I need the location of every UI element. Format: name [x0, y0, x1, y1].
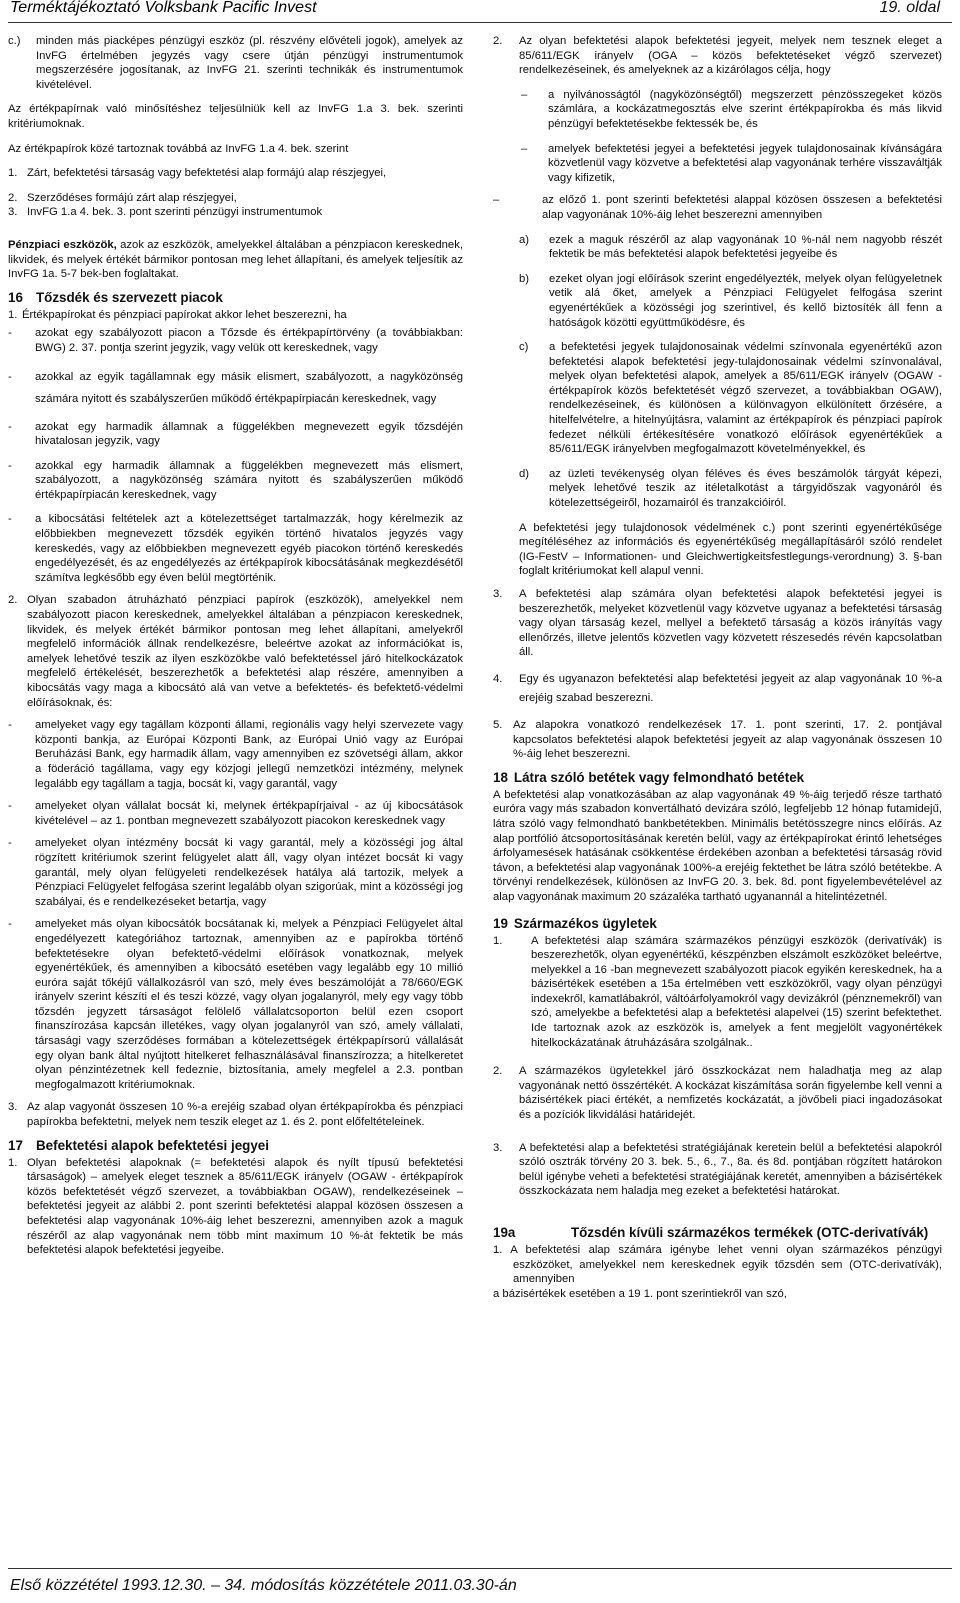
dash-text: amelyeket olyan intézmény bocsát ki vagy garantál, mely a közösségi jog által rögzített kritériumok szerint felügyelet alatt áll, vagy olyan intézet bocsát ki vagy garantál, mely olyan felügyeleti rendelkezések hatálya alá tartozik, melyek a Pénzpiaci Felügyelet felfogása szerint legalább olyan szigorúak, mint a közösségi jog szabályai, és e rendelkezéseket betartja, vagy: [35, 837, 463, 908]
left-column: [8, 34, 463, 1258]
list-item: [493, 934, 942, 1051]
list-text: Az alap vagyonát összesen 10 %-a erejéig szabad olyan értékpapírokba és pénzpiaci papírokba befektetni, melyek nem teszik eleget az 1. és 2. pont előfeltételeinek.: [27, 1101, 463, 1129]
dash-item: [8, 799, 463, 828]
footer-rule: [8, 1568, 952, 1569]
page-header: [0, 0, 960, 22]
list-item: [493, 1064, 942, 1122]
dash-marker: -: [8, 837, 12, 850]
dash-marker: -: [8, 513, 12, 526]
list-text: Egy és ugyanazon befektetési alap befektetési jegyeit az alap vagyonának 10 %-a erejéig szabad beszerezni.: [519, 672, 942, 704]
dash-text: azokat egy harmadik államnak a függelékben megnevezett egyik tőzsdéjén hivatalosan jegyzik, vagy: [35, 420, 463, 448]
dash-marker: -: [8, 327, 12, 340]
term-definition: azok az eszközök, amelyekkel általában a pénzpiacon kereskednek, likvidek, és melyek értékét bármikor pontosan meg lehet állapítani, és amelyek teljesítik az InvFG 1a. 5-7 bek-ben foglaltakat.: [8, 238, 463, 281]
section-title: Származékos ügyletek: [513, 915, 657, 931]
list-number: 2.: [8, 191, 18, 204]
dash-marker: -: [8, 370, 12, 383]
dash-text: amelyek befektetési jegyei a befektetési jegyek tulajdonosainak kívánságára közvetlenül vagy közvetve a befektetési alap vagyonának terhére visszaváltják vagy kifizetik,: [548, 142, 942, 184]
dash-text: azokkal egy harmadik államnak a függelékben megnevezett más elismert, szabályozott, a nagyközönség számára nyitott és szabályszerűen működő értékpapírpiacán kereskednek, vagy: [35, 459, 463, 501]
section-number: 18: [493, 769, 508, 785]
list-number: 1.: [493, 934, 503, 947]
abc-marker: d): [519, 467, 530, 480]
dash-text: az előző 1. pont szerinti befektetési alappal közösen összesen a befektetési alap vagyonának 10%-áig lehet beszerezni amennyiben: [542, 194, 942, 221]
list-item: [8, 1156, 463, 1258]
list-number: 2.: [493, 35, 503, 47]
list-number: 3.: [493, 1141, 503, 1154]
section-number: 19a: [493, 1225, 516, 1240]
dash-marker: –: [521, 88, 528, 101]
list-text: Zárt, befektetési társaság vagy befektetési alap formájú alap részjegyei,: [27, 167, 387, 180]
abc-item: [493, 467, 942, 511]
dash-text: amelyeket más olyan kibocsátók bocsátanak ki, melyek a Pénzpiaci Felügyelet által engedélyezett kategóriához tartoznak, amennyiben az e papírokba történő befektetésekre olyan befektető-védelmi előírások vonatkoznak, melyek egyenértékűek, és amennyiben a kibocsátó esetében vagy legalább egy 10 millió euróra saját tőkéjű vállalkozásról van szó, mely éves beszámolóját a 78/660/EGK irányelv szerint készíti el és teszi közzé, vagy olyan jogalanyról, mely egy vagy több tőzsdén jegyzett társaságot felölelő vállalatcsoporton belül ezen csoport finanszírozása kapcsán illetékes, vagy olyan jogalanyról van szó, amely vállalati, társasági vagy szerződéses formában a kötelezettségek értékpapírsorú vállalását egy olyan bank által nyújtott hitelkeret felhasználásával finanszírozza; a hitelkeretet olyan pénzintézetnek kell fedeznie, biztosítania, amely megfelel a 2.3. pontban megfogalmazott kritériumoknak.: [35, 918, 463, 1091]
dash-marker: –: [521, 142, 528, 155]
dash-marker: -: [8, 420, 12, 433]
list-text: A származékos ügyletekkel járó összkockázat nem haladhatja meg az alap vagyonának nettó összértékét. A kockázat kiszámítása során figyelembe kell venni a bázisértékek piaci értékét, a nemfizetés kockázatát, a jövőbeli piaci ingadozásokat és a pozíciók likvidálási határidejét.: [519, 1065, 942, 1122]
dash-item: [8, 366, 463, 410]
dash-text: amelyeket vagy egy tagállam központi állami, regionális vagy helyi szervezete vagy központi bankja, az Európai Központi Bank, az Európai Unió vagy az Európai Beruházási Bank, egy harmadik állam, vagy amennyiben ez szövetségi állam, akkor a föderáció tagállama, vagy egy közjogi jellegű nemzetközi intézmény, melynek legalább egy tagállam a tagja, bocsát ki, vagy garantál, vagy: [35, 719, 463, 790]
list-item: [493, 670, 942, 708]
abc-text: az üzleti tevékenység olyan féléves és éves beszámolók tárgyát képezi, melyek lehetővé teszik az itéletalkotást a tárgyidőszak vagyonáról és kötelezettségeiről, hozamairól és tranzakcióiról.: [549, 467, 942, 510]
dash-item: [8, 512, 463, 585]
list-text: InvFG 1.a 4. bek. 3. pont szerinti pénzügyi instrumentumok: [27, 206, 323, 219]
section-title: Tőzsdén kívüli származékos termékek (OTC-derivatívák): [571, 1225, 929, 1240]
list-number: 2.: [493, 1065, 503, 1078]
paragraph-18: A befektetési alap vonatkozásában az alap vagyonának 49 %-áig terjedő része tartható euróra vagy más szabadon konvertálható devizára szóló, legfeljebb 12 hónap futamidejű, látra szóló vagy felmondható bankbetétekben. Minimális betétösszegre nincs előírás. Az alap portfólió átcsoportosításának keretén belül, vagy az értékpapírokat érintő lehetséges árfolyamesések hatásának csökkentése érdekében azonban a befektetési társaság rövid távon, a befektetési alap vagyonának 100%-a erejéig fektethet be látra szóló betétekbe. A törvényi rendelkezések, különösen az InvFG 20. 3. bek. 8d. pont figyelembevételével az alap vagyonának maximum 20 százaléka tartható ugyanannál a hitelintézetnél.: [493, 788, 942, 903]
paragraph-penzpiaci: [8, 238, 463, 282]
dash-item: [8, 917, 463, 1092]
list-number: 5.: [493, 718, 503, 731]
dash-marker: -: [8, 918, 12, 931]
item-text: minden más piacképes pénzügyi eszköz (pl. részvény elővételi jogok), amelyek az InvFG értelmében jegyzés vagy csere útján pénzügyi instrumentumok megszerzésére jogosítanak, az InvFG 21. szerinti technikák és instrumentumok kivételével.: [36, 35, 463, 91]
dash-text: azokat egy szabályozott piacon a Tőzsde és értékpapírtörvény (a továbbiakban: BWG) 2. 37. pontja szerint jegyzik, vagy velük ott kereskednek, vagy: [35, 327, 463, 354]
paragraph-koze: Az értékpapírok közé tartoznak továbbá az InvFG 1.a 4. bek. szerint: [8, 142, 349, 155]
list-text: A befektetési alap számára olyan befektetési alapok befektetési jegyei is beszerezhetők, melyeket közvetlenül vagy közvetve ugyanaz a befektetési társaság vagy olyan társaság kezel, mellyel a befektető társaság a közös irányítás vagy ellenőrzés, illetve jelentős közvetlen vagy közvetett részesedés révén kapcsolatban áll.: [519, 588, 942, 659]
paragraph-19a-1: 1. A befektetési alap számára igénybe lehet venni olyan származékos pénzügyi eszközöket, amelyekkel nem kereskednek egyik tőzsdén sem (OTC-derivatívák), amennyiben: [493, 1244, 942, 1286]
list-text: Olyan befektetési alapoknak (= befektetési alapok és nyílt típusú befektetési társaságok) – amelyek eleget tesznek a 85/611/EGK irányelv (OGAW - értékpapírok közös befektetését végző szervezet, a továbbiakban OGAW), rendelkezéseinek – befektetési jegyeit az alábbi 2. pont szerinti befektetési alappal közösen összesen a befektetési alap vagyonának 10%-áig lehet beszerezni, amennyiben azok a maguk részéről az alap vagyonának nem több mint maximum 10 %-át fektetik be más befektetési alapok befektetési jegyeibe.: [27, 1156, 463, 1257]
item-c: [8, 34, 463, 92]
header-rule: [8, 22, 952, 23]
abc-item: [493, 340, 942, 457]
dash-item: [8, 836, 463, 909]
list-number: 1.: [8, 1156, 18, 1169]
dash-item: [8, 420, 463, 449]
abc-text: ezeket olyan jogi előírások szerint engedélyezték, melyek olyan felügyeletnek vetik alá őket, amelyek a Pénzpiaci Felügyelet felfogása szerint egyenértékűek a közösségi jog szerintivel, és kellő biztosíték áll fenn a hatóságok közötti együttműködésre, és: [549, 272, 942, 329]
abc-marker: c): [519, 341, 529, 354]
section-title: Látra szóló betétek vagy felmondható betétek: [513, 769, 805, 785]
list-number: 1.: [8, 167, 18, 180]
dash-marker: –: [493, 194, 500, 207]
dash-item: [8, 326, 463, 355]
list-number: 2.: [8, 594, 18, 607]
abc-item: [493, 272, 942, 330]
list-item: [493, 718, 942, 762]
abc-text: ezek a maguk részéről az alap vagyonának 10 %-nál nem nagyobb részét fektetik be más befektetési alapok befektetési jegyeibe és: [549, 233, 942, 261]
dash-item: [493, 193, 942, 222]
list-number: 3.: [8, 206, 18, 219]
section-title: Tőzsdék és szervezett piacok: [36, 289, 223, 305]
list-number: 4.: [493, 672, 503, 685]
abc-text: a befektetési jegyek tulajdonosainak védelmi színvonala egyenértékű azon befektetési alapok befektetési jegy-tulajdonosainak védelmi színvonalával, melyek olyan befektetési alapok, amelyek a 85/611/EGK irányelv (OGAW - értékpapírok közös befektetését végző szervezet, a továbbiakban OGAW), rendelkezéseinek, és különösen a különvagyon elkülönített őrzésére, a hitelfelvételre, a hitelnyújtásra, valamint az értékpapírok és pénzpiaci papírok fedezet nélküli értékesítésére vonatkozó előírások egyenértékűek a 85/611/EGK irányelvben megfogalmazott követelményekkel, és: [549, 341, 942, 456]
list-item: [8, 191, 463, 206]
list-text: A befektetési alap számára származékos pénzügyi eszközök (derivatívák) is beszerezhetők, olyan egyenértékű, készpénzben elszámolt eszközöket beleértve, melyekkel a 16 -ban megnevezett szabályozott piacok egyikén kereskednek, ha a bázisértékek esetében a 15a értelmében vett eszközökről, vagy olyan pénzügyi indexekről, kamatlábakról, váltóárfolyamokról vagy devizákról (pénznemekről) van szó, amelyekbe a befektetési alap a befektetési alapelvei (15) szerint befektethet. Ide tartoznak azok az eszközök is, amelyek a fent megjelölt vagyonértékek hitelkockázatának átruházására szolgálnak..: [531, 934, 942, 1049]
document-title: Terméktájékoztató Volksbank Pacific Invest: [10, 0, 317, 16]
dash-item: [8, 718, 463, 791]
right-column: [493, 34, 942, 1301]
list-text: Szerződéses formájú zárt alap részjegyei,: [27, 191, 237, 204]
dash-item: [493, 88, 942, 132]
list-item: [8, 205, 463, 220]
list-item: [8, 1100, 463, 1129]
list-item: [8, 308, 463, 323]
list-number: 3.: [493, 588, 503, 600]
abc-item: [493, 233, 942, 262]
dash-item: [493, 142, 942, 186]
dash-marker: -: [8, 800, 12, 813]
dash-text: amelyeket olyan vállalat bocsát ki, melynek értékpapírjaival - az új kibocsátások kivételével – az 1. pontban megnevezett szabályozott piacokon kereskednek vagy: [35, 800, 463, 827]
list-text: A befektetési alap a befektetési stratégiájának keretein belül a befektetési alapokról szóló osztrák törvény 20 3. bek. 5., 6., 7., 8a. és 8d. pontjában rögzített határokon belül igénybe veheti a befektetési stratégiájának keretét, amennyiben a bázisértékek összkockázata nem haladja meg ezeket a befektetési határokat.: [519, 1141, 942, 1198]
paragraph-19a-last: a bázisértékek esetében a 19 1. pont szerintiekről van szó,: [493, 1287, 787, 1300]
list-item: [493, 587, 942, 660]
list-item: [8, 593, 463, 710]
list-text: Értékpapírokat és pénzpiaci papírokat akkor lehet beszerezni, ha: [22, 308, 347, 321]
dash-item: [8, 459, 463, 503]
item-marker: c.): [8, 35, 21, 47]
list-item: [493, 34, 942, 78]
section-heading-18: [493, 769, 942, 786]
page-footer: Első közzététel 1993.12.30. – 34. módosítás közzététele 2011.03.30-án: [10, 1577, 517, 1594]
abc-marker: b): [519, 272, 530, 285]
dash-text: azokkal az egyik tagállamnak egy másik elismert, szabályozott, a nagyközönség számára nyitott és szabályszerűen működő értékpapírpiacán kereskednek, vagy: [35, 370, 463, 405]
term-bold: Pénzpiaci eszközök,: [8, 238, 117, 251]
paragraph-minosites: Az értékpapírnak való minősítéshez teljesülniük kell az InvFG 1.a 3. bek. szerinti kritériumoknak.: [8, 103, 463, 130]
section-number: 19: [493, 915, 508, 931]
list-text: Az olyan befektetési alapok befektetési jegyeit, melyek nem tesznek eleget a 85/611/EGK irányelv (OGA – közös befektetéseket végző szervezet) rendelkezéseinek, és amelyeknek az a kizárólagos célja, hogy: [519, 35, 942, 77]
section-title: Befektetési alapok befektetési jegyei: [36, 1137, 269, 1153]
section-heading-19: [493, 915, 942, 932]
list-text: Az alapokra vonatkozó rendelkezések 17. 1. pont szerinti, 17. 2. pontjával kapcsolatos befektetési alapok befektetési jegyeit az alap vagyonának összesen 10 %-áig lehet beszerezni.: [513, 718, 942, 761]
dash-marker: -: [8, 719, 12, 732]
list-item: [493, 1141, 942, 1199]
section-heading-17: [8, 1137, 463, 1154]
dash-text: a kibocsátási feltételek azt a kötelezettséget tartalmazzák, hogy kérelmezik az előbbiekben megnevezett tőzsdék egyikén történő hivatalos jegyzés vagy kereskedés, vagy az előbbiekben megnevezett egyéb piacokon történő kereskedés engedélyezését, és az engedélyezés az értékpapírok kibocsátásának megkezdésétől számítva legkésőbb egy éven belül megtörténik.: [35, 513, 463, 584]
list-text: Olyan szabadon átruházható pénzpiaci papírok (eszközök), amelyekkel nem szabályozott piacon kereskednek, amelyekkel általában a pénzpiacon kereskednek, likvidek, és melyek értékét bármikor pontosan meg lehet állapítani, amelyekről megfelelő információk állnak rendelkezésre, beleértve azokat az információkat is, amelyek lehetővé teszik az ilyen eszközökbe való befektetéssel járó hitelkockázatok megfelelő értékelését, beszerezhetők a befektetési alap részére, amennyiben a kibocsátás vagy maga a kibocsátó alá van vetve a befektetés- és befektető-védelmi előírásoknak, és:: [27, 594, 463, 709]
list-number: 3.: [8, 1101, 18, 1114]
list-item: [8, 166, 463, 181]
dash-text: a nyilvánosságtól (nagyközönségtől) megszerzett pénzösszegeket közös számlára, a kockázatmegosztás elve szerint értékpapírokba és más likvid pénzügyi befektetésekbe fektessék be, és: [548, 88, 942, 130]
list-number: 1.: [8, 308, 18, 321]
section-heading-19a: [493, 1224, 942, 1241]
page-number: 19. oldal: [879, 0, 940, 16]
section-number: 17: [8, 1137, 23, 1153]
paragraph-equivalence: A befektetési jegy tulajdonosok védelmének c.) pont szerinti egyenértékűsége megítéléséhez az információs és egyenértékűség megállapításáról szóló rendelet (IG-FestV – Informationen- und Gleichwertigkeitsfestlegungs-verordnung) 3. §-ban foglalt kritériumokat kell alapul venni.: [519, 521, 942, 578]
section-heading-16: [8, 289, 463, 306]
section-number: 16: [8, 289, 23, 305]
abc-marker: a): [519, 233, 530, 246]
dash-marker: -: [8, 459, 12, 472]
